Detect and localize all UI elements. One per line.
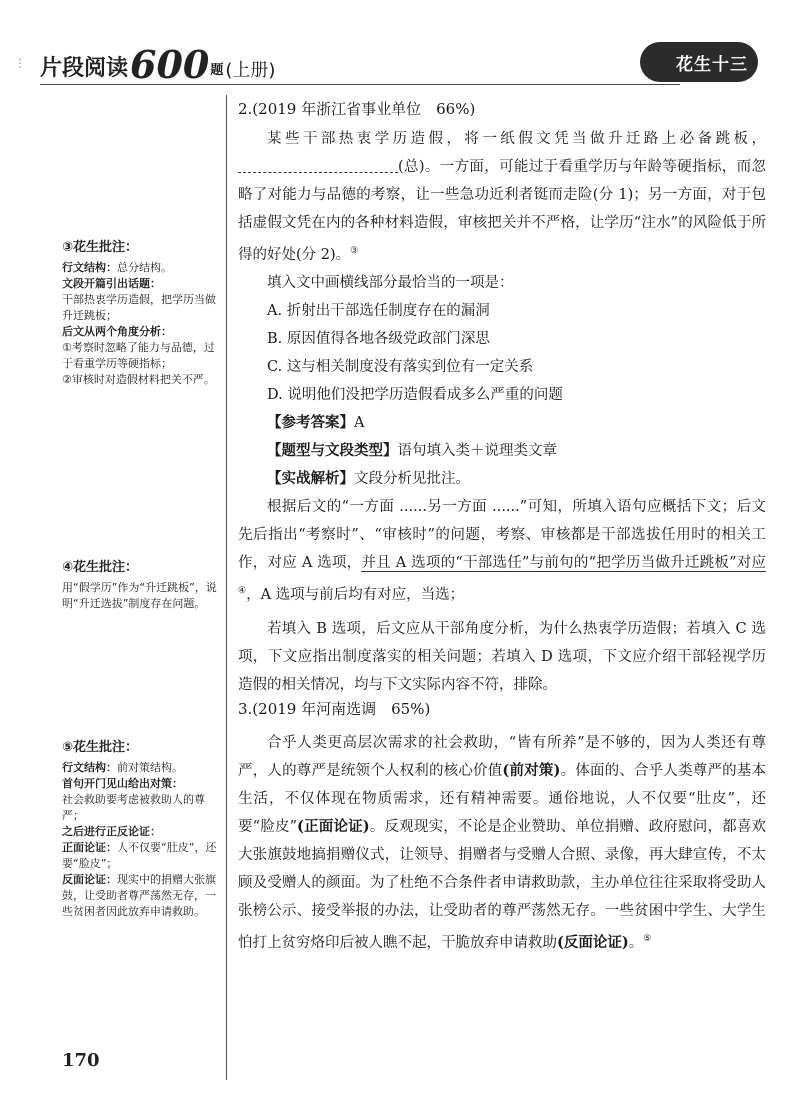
explanation-paragraph-2: 若填入 B 选项，后文应从干部角度分析，为什么热衷学历造假；若填入 C 选项，下文应指出制度落实的相关问题；若填入 D 选项，下文应介绍干部轻视学历造假的相关情况，均与下文实际内容不符，排除。 [238,620,766,693]
note-line [62,580,222,612]
logo-text: 花生十三 [676,55,748,75]
analysis-label: 【实战解析】 [267,469,354,487]
q3-text-end: 。 [628,934,644,951]
option-a: A. 折射出干部选任制度存在的漏洞 [267,302,490,319]
note-line-label: 行文结构： [62,761,117,774]
answer-value: A [354,414,365,431]
book-volume: (上册) [225,60,276,81]
q3-tag-1: (前对策) [502,762,561,779]
question-3-heading: 3.(2019 年河南选调 65%) [238,700,431,718]
note-line-label: 正面论证： [62,841,117,854]
option-d: D. 说明他们没把学历造假看成多么严重的问题 [267,386,563,403]
q3-tag-3: (反面论证) [557,933,629,951]
question-2-heading: 2.(2019 年浙江省事业单位 66%) [238,100,476,118]
explanation-start: 根据后文的“一方面 ......另一方面 ......”可知，所填入语句应概括下文；后文先后指出“考察时”、“审核时”的问题，考察、审核都是干部选拔任用时的相关工作，对应 A 选项， [238,498,766,571]
explanation-end: ，A 选项与前后均有对应，当选； [246,586,465,603]
side-note-4 [62,560,222,612]
note-line-text: 前对策结构。 [117,761,183,774]
side-note-title: ⑤花生批注： [62,740,139,755]
note-line [62,840,222,872]
analysis-value: 文段分析见批注。 [354,470,470,487]
side-note-5 [62,740,222,920]
book-title: 片段阅读 [40,56,129,81]
page-number: 170 [62,1050,100,1071]
note-line-text: 人不仅要“肚皮”，还要“脸皮”； [62,841,217,870]
q3-text-2: 。体面的、合乎人类尊严的基本生活，不仅体现在物质需求，还有精神需要。通俗地说，人不仅要“肚皮”，还要“脸皮” [238,763,767,835]
answer-label: 【参考答案】 [267,413,354,431]
book-number-suffix: 题 [210,63,224,78]
note-line [62,260,222,276]
side-note-3 [62,240,222,388]
passage-text-start: 某些干部热衷学历造假，将一纸假文凭当做升迁路上必备跳板， [267,131,766,147]
note-line-text: ①考察时忽略了能力与品德，过于看重学历等硬指标； [62,341,215,370]
note-line-text: 用“假学历”作为“升迁跳板”，说明“升迁选拔”制度存在问题。 [62,581,217,610]
book-number: 600 [130,42,210,87]
note-line-label: 后文从两个角度分析： [62,325,172,338]
explanation-paragraph-1 [238,493,766,609]
note-line-label: 首句开门见山给出对策： [62,777,183,790]
type-line [238,437,766,465]
column-divider [226,95,227,1080]
question-2-prompt: 填入文中画横线部分最恰当的一项是： [267,274,514,291]
note-marker: ④ [238,585,247,596]
explanation-underlined: 并且 A 选项的“干部选任”与前句的“把学历当做升迁跳板”对应 [361,554,766,571]
note-line-text: 干部热衷学历造假，把学历当做升迁跳板； [62,293,216,322]
note-line-label: 文段开篇引出话题： [62,277,161,290]
note-marker: ⑤ [643,934,652,944]
note-line [62,340,222,372]
header-decoration: ⋮ [14,56,28,70]
type-value: 语句填入类＋说理类文章 [397,442,557,459]
q3-text-1: 合乎人类更高层次需求的社会救助，“皆有所养”是不够的，因为人类还有尊严，人的尊严是统领个人权利的核心价值 [238,735,766,779]
note-line-text: ②审核时对造假材料把关不严。 [62,373,215,386]
question-2-passage [238,125,766,269]
side-note-title: ③花生批注： [62,240,139,255]
header-rule [40,84,680,85]
note-line-text: 社会救助要考虑被救助人的尊严； [62,793,205,822]
note-line [62,372,222,388]
answer-line [238,409,766,437]
brand-logo [640,34,758,86]
note-line [62,760,222,776]
note-line-label: 行文结构： [62,261,117,274]
question-2 [238,98,766,699]
side-note-title: ④花生批注： [62,560,139,575]
note-marker: ③ [350,246,359,256]
note-line-text: 现实中的捐赠大张旗鼓，让受助者尊严荡然无存，一些贫困者因此放弃申请救助。 [62,873,216,918]
note-line-label: 之后进行正反论证： [62,825,161,838]
book-header [40,38,276,87]
note-line [62,792,222,824]
question-3-passage [238,729,766,957]
note-line [62,776,222,792]
q3-tag-2: (正面论证) [297,818,370,835]
note-line [62,872,222,920]
passage-text-rest: 而忽略了对能力与品德的考察，让一些急功近利者铤而走险(分 1)；另一方面，对于包括虚假文凭在内的各种材料造假，审核把关并不严格，让学历“注水”的风险低于所得的好处(分 2)。 [238,159,767,263]
note-line [62,292,222,324]
note-line-text: 总分结构。 [117,261,172,274]
note-line [62,276,222,292]
option-b: B. 原因值得各地各级党政部门深思 [267,330,490,347]
peanut-icon: ℓ [644,34,661,79]
option-c: C. 这与相关制度没有落实到位有一定关系 [267,358,534,375]
analysis-line [238,465,766,493]
q3-text-3: 。反观现实，不论是企业赞助、单位捐赠、政府慰问，都喜欢大张旗鼓地搞捐赠仪式，让领导、捐赠者与受赠人合照、录像，再大肆宣传，不太顾及受赠人的颜面。为了杜绝不合条件者申请救助款，主办单位往往采取将受助人张榜公示、接受举报的办法，让受助者的尊严荡然无存。一些贫困中学生、大学生怕打上贫穷烙印后被人瞧不起，干脆放弃申请救助 [238,819,766,951]
type-label: 【题型与文段类型】 [267,441,398,459]
question-3 [238,698,766,957]
note-line [62,824,222,840]
passage-text-after-blank: (总)。一方面，可能过于看重学历与年龄等硬指标， [398,159,737,175]
note-line-label: 反面论证： [62,873,117,886]
note-line [62,324,222,340]
fill-in-blank [238,158,398,173]
